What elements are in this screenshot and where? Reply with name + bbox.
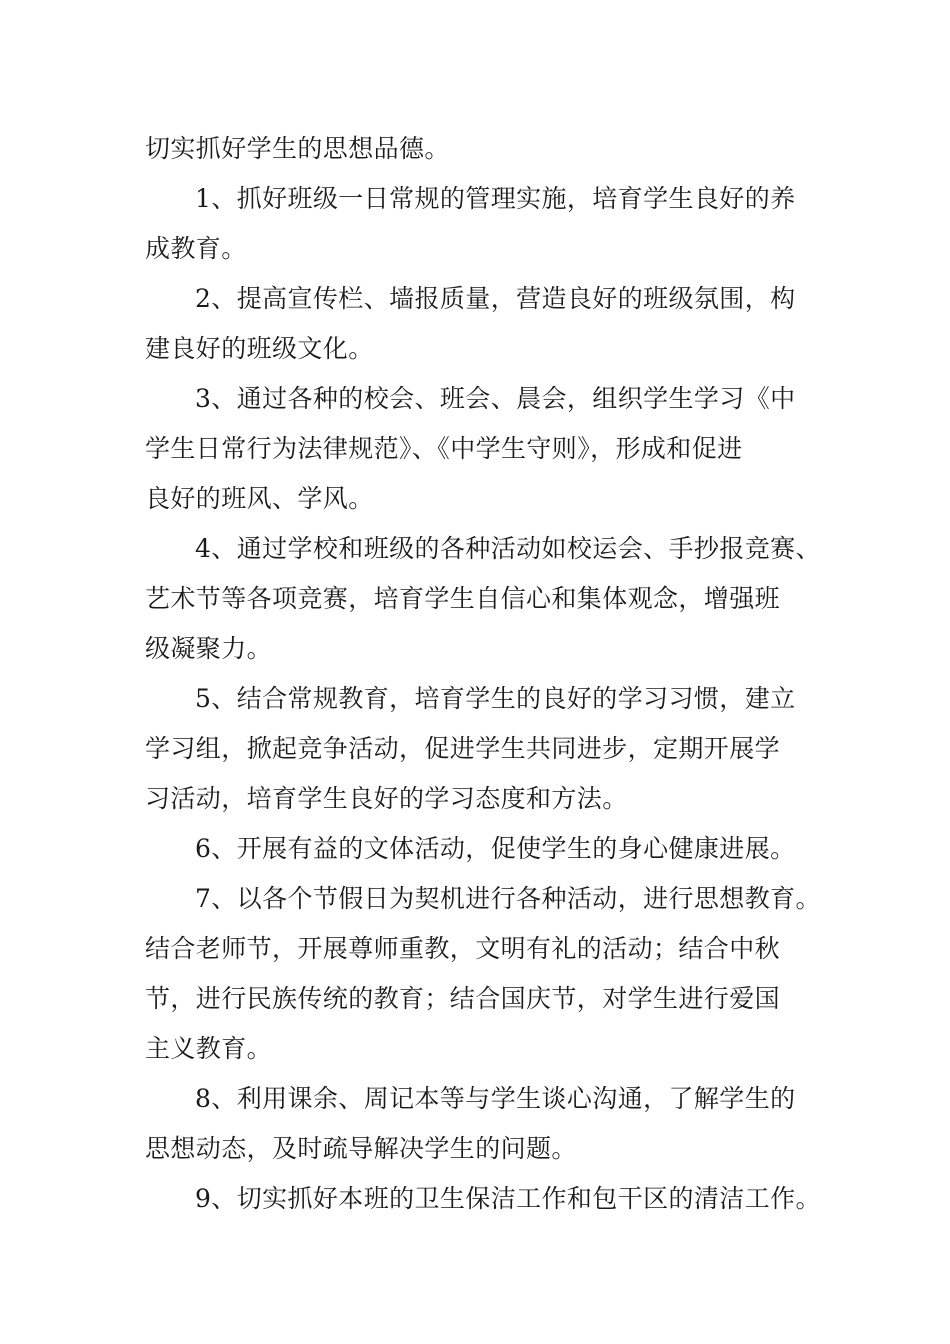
text-line: 学习组，掀起竞争活动，促进学生共同进步，定期开展学 xyxy=(145,734,781,763)
text-line: 习活动，培育学生良好的学习态度和方法。 xyxy=(145,784,628,813)
text-line: 6、开展有益的文体活动，促使学生的身心健康进展。 xyxy=(195,834,796,863)
text-line: 节，进行民族传统的教育；结合国庆节，对学生进行爱国 xyxy=(145,984,781,1013)
text-line: 级凝聚力。 xyxy=(145,634,273,663)
text-line: 4、通过学校和班级的各种活动如校运会、手抄报竞赛、 xyxy=(195,534,821,563)
text-line: 5、结合常规教育，培育学生的良好的学习习惯，建立 xyxy=(195,684,796,713)
text-line: 艺术节等各项竞赛，培育学生自信心和集体观念，增强班 xyxy=(145,584,781,613)
text-line: 良好的班风、学风。 xyxy=(145,484,374,513)
text-line: 学生日常行为法律规范》、《中学生守则》，形成和促进 xyxy=(145,434,743,463)
text-line: 思想动态，及时疏导解决学生的问题。 xyxy=(145,1134,577,1163)
text-line: 8、利用课余、周记本等与学生谈心沟通，了解学生的 xyxy=(195,1084,796,1113)
text-line: 成教育。 xyxy=(145,234,247,263)
text-line: 切实抓好学生的思想品德。 xyxy=(145,134,450,163)
text-line: 结合老师节，开展尊师重教，文明有礼的活动；结合中秋 xyxy=(145,934,781,963)
text-line: 1、抓好班级一日常规的管理实施，培育学生良好的养 xyxy=(195,184,796,213)
text-line: 7、以各个节假日为契机进行各种活动，进行思想教育。 xyxy=(195,884,821,913)
text-line: 建良好的班级文化。 xyxy=(145,334,374,363)
text-line: 2、提高宣传栏、墙报质量，营造良好的班级氛围，构 xyxy=(195,284,796,313)
text-line: 3、通过各种的校会、班会、晨会，组织学生学习《中 xyxy=(195,384,796,413)
text-line: 9、切实抓好本班的卫生保洁工作和包干区的清洁工作。 xyxy=(195,1184,821,1213)
text-line: 主义教育。 xyxy=(145,1034,273,1063)
